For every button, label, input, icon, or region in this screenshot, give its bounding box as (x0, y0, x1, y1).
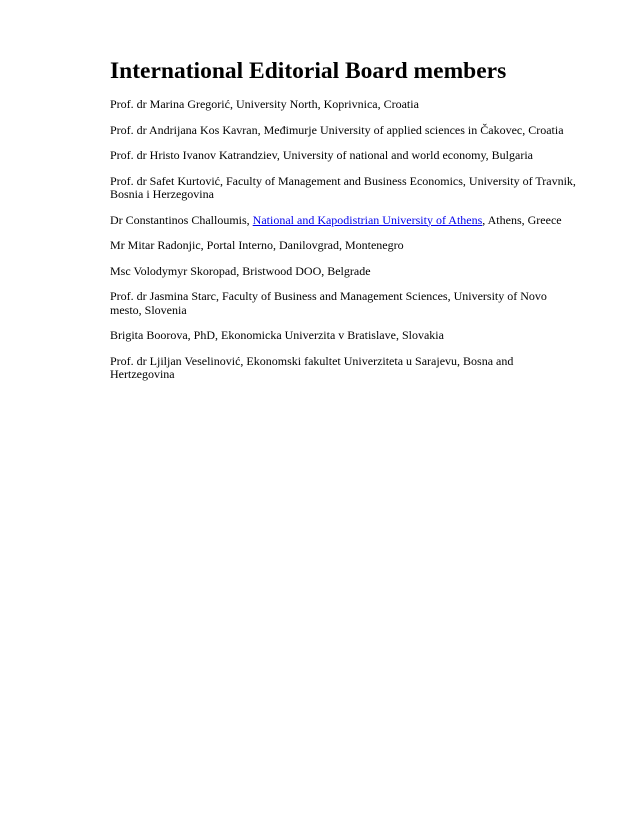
university-of-athens-link[interactable]: National and Kapodistrian University of Athens (252, 212, 483, 227)
board-member-9: Brigita Boorova, PhD, Ekonomicka Univerzita v Bratislave, Slovakia (110, 328, 444, 342)
board-member-5 (110, 214, 580, 228)
board-member-7: Msc Volodymyr Skoropad, Bristwood DOO, Belgrade (110, 263, 371, 278)
board-member-3: Prof. dr Hristo Ivanov Katrandziev, University of national and world economy, Bulgaria (110, 148, 533, 162)
board-member-5-location: , Athens, Greece (482, 212, 562, 227)
board-member-8: Prof. dr Jasmina Starc, Faculty of Business and Management Sciences, University of Novo mesto, Slovenia (110, 289, 547, 317)
page-title: International Editorial Board members (110, 58, 507, 84)
board-member-10: Prof. dr Ljiljan Veselinović, Ekonomski fakultet Univerziteta u Sarajevu, Bosna and Hertzegovina (110, 353, 514, 381)
board-member-4: Prof. dr Safet Kurtović, Faculty of Management and Business Economics, University of Travnik, Bosnia i Herzegovina (110, 173, 576, 201)
board-member-5-name: Dr Constantinos Challoumis, (110, 212, 253, 227)
board-member-1: Prof. dr Marina Gregorić, University North, Koprivnica, Croatia (110, 97, 419, 111)
document-page (110, 58, 580, 394)
board-member-6: Mr Mitar Radonjic, Portal Interno, Danilovgrad, Montenegro (110, 238, 404, 252)
board-member-2: Prof. dr Andrijana Kos Kavran, Međimurje University of applied sciences in Čakovec, Croatia (110, 122, 564, 137)
